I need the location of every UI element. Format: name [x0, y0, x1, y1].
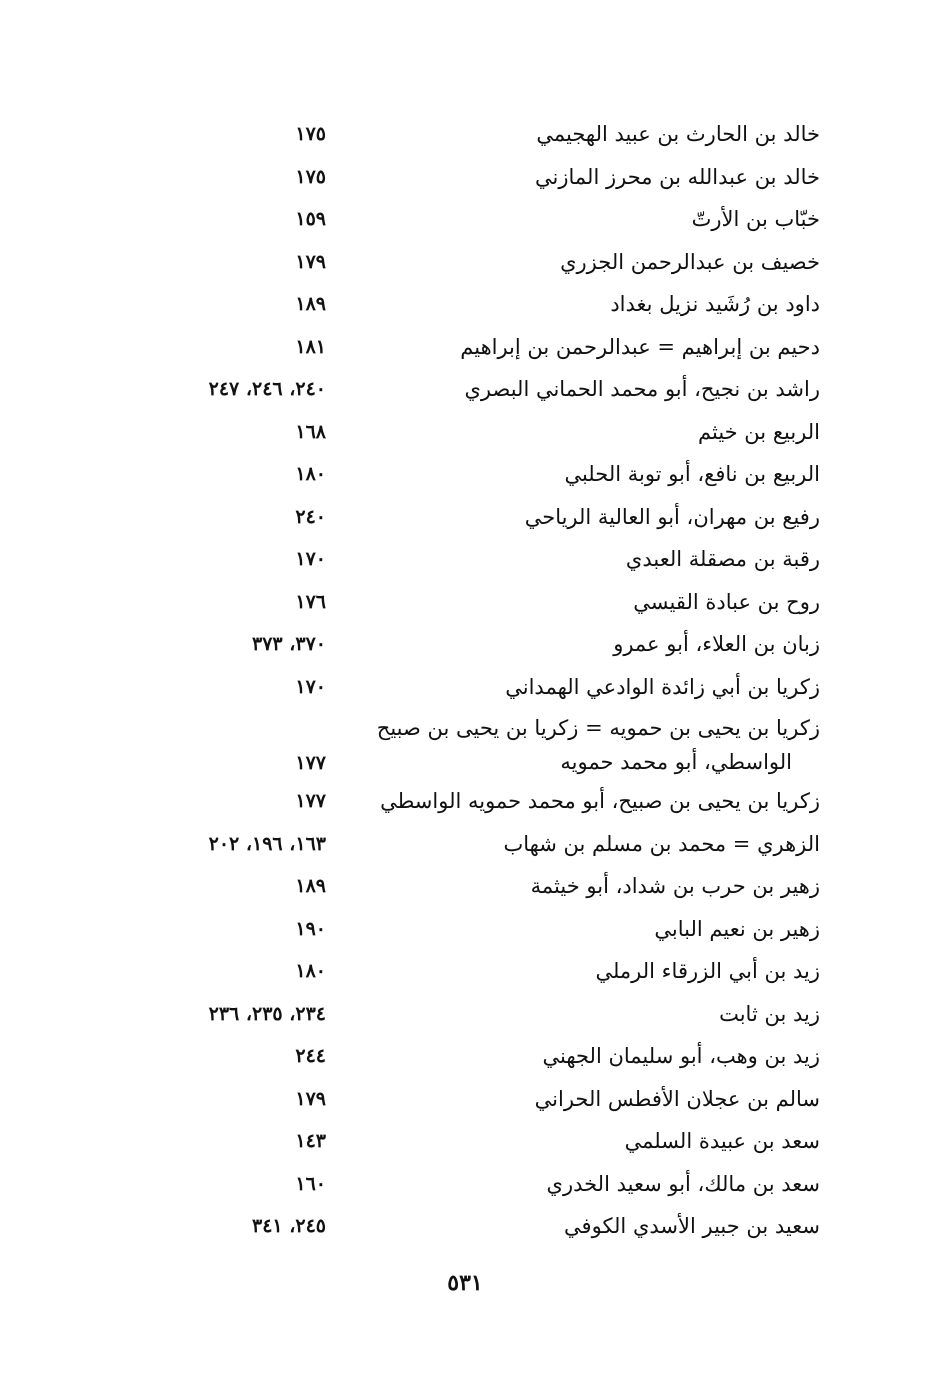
entry-name: زهير بن حرب بن شداد، أبو خيثمة: [530, 874, 820, 898]
entry-name: زبان بن العلاء، أبو عمرو: [613, 632, 820, 656]
index-entry: [0, 244, 930, 287]
entry-pages: ١٨٩: [295, 875, 326, 897]
entry-pages: ١٦٣، ١٩٦، ٢٠٢: [208, 832, 326, 855]
entry-pages: ١٥٩: [295, 208, 326, 230]
entry-pages: ٣٧٠، ٣٧٣: [252, 633, 326, 655]
index-entry: [0, 996, 930, 1039]
entry-name: روح بن عبادة القيسي: [633, 589, 820, 614]
entry-name: داود بن رُشَيد نزيل بغداد: [610, 292, 820, 316]
index-entry: [0, 584, 930, 627]
entry-name: رفيع بن مهران، أبو العالية الرياحي: [524, 504, 820, 529]
entry-pages: ١٧٠: [295, 675, 326, 698]
entry-pages: ٢٤٤: [295, 1045, 326, 1067]
index-entry: [0, 953, 930, 996]
entry-pages: ٢٤٥، ٣٤١: [252, 1215, 326, 1237]
index-entry: [0, 626, 930, 669]
entry-name: سالم بن عجلان الأفطس الحراني: [534, 1086, 820, 1111]
index-entry: [0, 1166, 930, 1209]
entry-pages: ١٧٩: [295, 1087, 326, 1110]
entry-name: خالد بن عبدالله بن محرز المازني: [535, 164, 820, 189]
entry-name: زهير بن نعيم البابي: [654, 916, 820, 941]
entry-pages: ١٨١: [295, 335, 326, 358]
entry-name: الربيع بن خيثم: [698, 419, 820, 444]
entry-pages: ١٨٠: [295, 960, 326, 982]
index-entry: [0, 329, 930, 372]
index-entry: [0, 541, 930, 584]
entry-name: سعد بن عبيدة السلمي: [624, 1129, 820, 1153]
entry-name: [350, 711, 820, 779]
entry-pages: ١٦٨: [295, 420, 326, 443]
entry-pages: ١٧٥: [295, 165, 326, 188]
entry-pages: ١٨٠: [295, 463, 326, 485]
entry-pages: ١٧٠: [295, 548, 326, 570]
index-entry: [0, 669, 930, 712]
entry-name: رقبة بن مصقلة العبدي: [625, 547, 820, 571]
entry-name: دحيم بن إبراهيم = عبدالرحمن بن إبراهيم: [460, 334, 820, 359]
entry-pages: ١٤٣: [295, 1130, 326, 1152]
index-entry: [0, 201, 930, 244]
index-entry: [0, 1123, 930, 1166]
entry-pages: ١٨٩: [295, 293, 326, 315]
entry-name: زكريا بن يحيى بن صبيح، أبو محمد حمويه الواسطي: [380, 789, 820, 813]
index-entry: [0, 159, 930, 202]
index-entry: [0, 116, 930, 159]
entry-pages: ١٧٥: [295, 123, 326, 145]
entry-pages: ١٧٦: [295, 590, 326, 613]
index-list: [0, 116, 930, 1251]
entry-pages: ١٩٠: [295, 917, 326, 940]
entry-name: سعيد بن جبير الأسدي الكوفي: [564, 1214, 820, 1238]
index-entry: [0, 1208, 930, 1251]
entry-pages: ٢٤٠: [295, 505, 326, 528]
index-entry: [0, 911, 930, 954]
entry-pages: ١٧٧: [295, 752, 326, 774]
index-entry: [0, 499, 930, 542]
index-entry: [0, 456, 930, 499]
entry-name: زكريا بن أبي زائدة الوادعي الهمداني: [505, 674, 820, 699]
entry-name: زيد بن ثابت: [719, 1001, 820, 1026]
index-entry: [0, 783, 930, 826]
entry-name: خالد بن الحارث بن عبيد الهجيمي: [536, 122, 820, 146]
entry-name: خبّاب بن الأرتّ: [691, 207, 820, 231]
entry-name: راشد بن نجيح، أبو محمد الحماني البصري: [464, 377, 820, 401]
entry-pages: ١٧٧: [295, 790, 326, 812]
index-entry: [0, 371, 930, 414]
entry-pages: ١٧٩: [295, 250, 326, 273]
entry-name: الربيع بن نافع، أبو توبة الحلبي: [564, 462, 820, 486]
entry-pages: ١٦٠: [295, 1172, 326, 1195]
entry-name: خصيف بن عبدالرحمن الجزري: [560, 249, 820, 274]
entry-name: زيد بن وهب، أبو سليمان الجهني: [542, 1044, 820, 1068]
index-entry: [0, 414, 930, 457]
entry-pages: ٢٤٠، ٢٤٦، ٢٤٧: [208, 378, 326, 400]
index-entry: [0, 868, 930, 911]
entry-name: زيد بن أبي الزرقاء الرملي: [595, 959, 820, 983]
entry-name-continuation: الواسطي، أبو محمد حمويه: [560, 750, 792, 774]
entry-pages: ٢٣٤، ٢٣٥، ٢٣٦: [208, 1002, 326, 1025]
index-entry: [0, 286, 930, 329]
entry-name-line: زكريا بن يحيى بن حمويه = زكريا بن يحيى بن صبيح: [376, 716, 820, 740]
index-entry: [0, 1081, 930, 1124]
entry-name: الزهري = محمد بن مسلم بن شهاب: [503, 831, 820, 856]
entry-name: سعد بن مالك، أبو سعيد الخدري: [546, 1171, 820, 1196]
page-number: ٥٣١: [447, 1270, 483, 1296]
index-entry: [0, 1038, 930, 1081]
index-entry: [0, 826, 930, 869]
index-entry: [0, 711, 930, 783]
